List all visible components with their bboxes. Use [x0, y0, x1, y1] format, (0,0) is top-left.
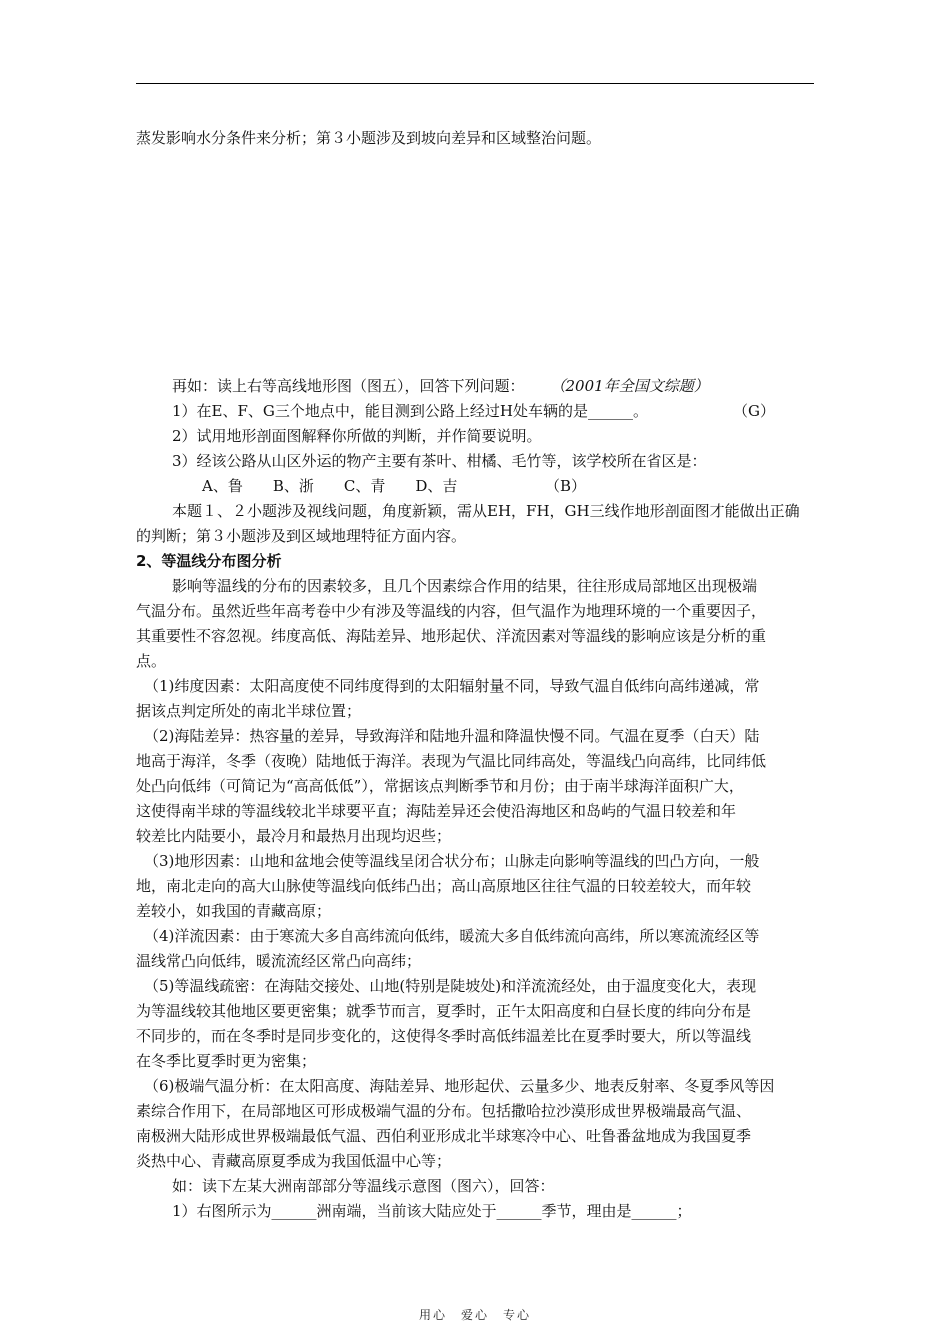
para-line: 南极洲大陆形成世界极端最低气温、西伯利亚形成北半球寒冷中心、吐鲁番盆地成为我国夏季 [136, 1127, 752, 1145]
example1-source: （2001年全国文综题） [550, 377, 709, 395]
question-3: 3）经该公路从山区外运的物产主要有茶叶、柑橘、毛竹等，该学校所在省区是： [172, 452, 707, 470]
para-line: （6)极端气温分析：在太阳高度、海陆差异、地形起伏、云量多少、地表反射率、冬夏季风等因 [144, 1077, 775, 1095]
para-line: （2)海陆差异：热容量的差异，导致海洋和陆地升温和降温快慢不同。气温在夏季（白天）陆 [144, 727, 760, 745]
page-footer: 用心 爱心 专心 [418, 1308, 531, 1322]
para-line: （3)地形因素：山地和盆地会使等温线呈闭合状分布；山脉走向影响等温线的凹凸方向，一般 [144, 852, 760, 870]
para-line: （4)洋流因素：由于寒流大多自高纬流向低纬，暖流大多自低纬流向高纬，所以寒流流经区等 [144, 927, 760, 945]
para-line: 点。 [136, 652, 167, 670]
header-rule [136, 83, 814, 84]
para-line: 气温分布。虽然近些年高考卷中少有涉及等温线的内容，但气温作为地理环境的一个重要因子， [136, 602, 767, 620]
example2-question-1: 1）右图所示为______洲南端，当前该大陆应处于______季节，理由是______； [172, 1202, 692, 1220]
intro-line: 蒸发影响水分条件来分析；第３小题涉及到坡向差异和区域整治问题。 [136, 129, 602, 147]
example1-lead [172, 377, 709, 395]
para-line: （5)等温线疏密：在海陆交接处、山地(特别是陡坡处)和洋流流经处，由于温度变化大，表现 [144, 977, 757, 995]
para-line: 较差比内陆要小，最冷月和最热月出现均迟些； [136, 827, 452, 845]
para-line: 影响等温线的分布的因素较多，且几个因素综合作用的结果，往往形成局部地区出现极端 [172, 577, 758, 595]
question-3-answer: （B） [545, 477, 587, 495]
example1-lead-text: 再如：读上右等高线地形图（图五），回答下列问题： [172, 377, 525, 395]
para-line: 在冬季比夏季时更为密集； [136, 1052, 317, 1070]
para-line: 为等温线较其他地区要更密集；就季节而言，夏季时，正午太阳高度和白昼长度的纬向分布是 [136, 1002, 752, 1020]
example1-note-line-2: 的判断；第３小题涉及到区域地理特征方面内容。 [136, 527, 467, 545]
para-line: 据该点判定所处的南北半球位置； [136, 702, 362, 720]
section-title: 2、等温线分布图分析 [136, 552, 282, 570]
para-line: （1)纬度因素：太阳高度使不同纬度得到的太阳辐射量不同，导致气温自低纬向高纬递减，常 [144, 677, 760, 695]
example2-lead: 如：读下左某大洲南部部分等温线示意图（图六），回答： [172, 1177, 555, 1195]
example1-note-line-1: 本题１、２小题涉及视线问题，角度新颖，需从EH，FH，GH三线作地形剖面图才能做出正确 [172, 502, 800, 520]
para-line: 温线常凸向低纬，暖流流经区常凸向高纬； [136, 952, 422, 970]
para-line: 地，南北走向的高大山脉使等温线向低纬凸出；高山高原地区往往气温的日较差较大，而年较 [136, 877, 752, 895]
para-line: 素综合作用下，在局部地区可形成极端气温的分布。包括撒哈拉沙漠形成世界极端最高气温、 [136, 1102, 752, 1120]
question-3-options: A、鲁 B、浙 C、青 D、吉 [202, 477, 458, 495]
para-line: 不同步的，而在冬季时是同步变化的，这使得冬季时高低纬温差比在夏季时要大，所以等温线 [136, 1027, 752, 1045]
para-line: 其重要性不容忽视。纬度高低、海陆差异、地形起伏、洋流因素对等温线的影响应该是分析的重 [136, 627, 767, 645]
question-1: 1）在E、F、G三个地点中，能目测到公路上经过H处车辆的是______。 [172, 402, 648, 420]
para-line: 地高于海洋，冬季（夜晚）陆地低于海洋。表现为气温比同纬高处，等温线凸向高纬，比同纬低 [136, 752, 767, 770]
para-line: 这使得南半球的等温线较北半球要平直；海陆差异还会使沿海地区和岛屿的气温日较差和年 [136, 802, 737, 820]
question-1-answer: （G） [733, 402, 775, 420]
para-line: 处凸向低纬（可简记为“高高低低”），常据该点判断季节和月份；由于南半球海洋面积广大， [136, 777, 744, 795]
para-line: 差较小，如我国的青藏高原； [136, 902, 332, 920]
para-line: 炎热中心、青藏高原夏季成为我国低温中心等； [136, 1152, 452, 1170]
question-2: 2）试用地形剖面图解释你所做的判断，并作简要说明。 [172, 427, 542, 445]
